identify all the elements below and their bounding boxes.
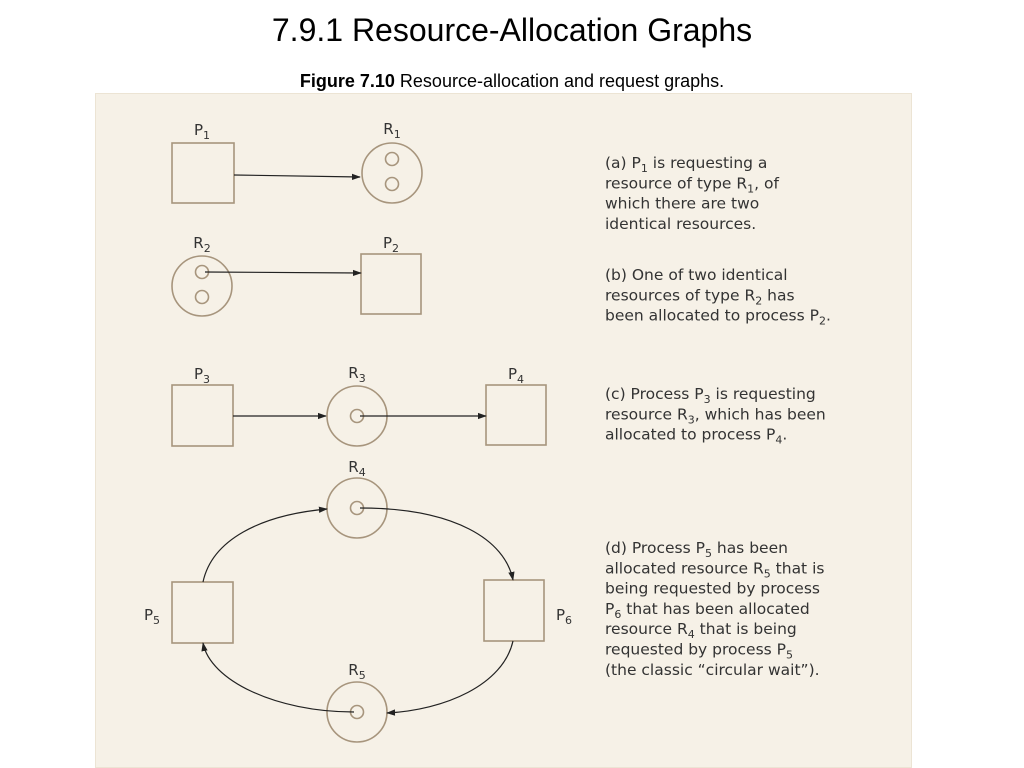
request-edge-p1-r1	[234, 175, 360, 177]
label-p5: $P_5$	[143, 606, 161, 627]
label-r5: $R_5$	[348, 661, 366, 682]
process-node-p4	[486, 385, 546, 445]
resource-instance-r2-2	[196, 291, 209, 304]
description-d	[605, 539, 824, 679]
assignment-edge-r4-p6	[360, 508, 513, 580]
slide-title: 7.9.1 Resource-Allocation Graphs	[271, 12, 753, 48]
description-a	[605, 154, 780, 233]
label-r3: $R_3$	[348, 364, 366, 385]
label-r2: $R_2$	[193, 234, 211, 255]
description-d-line: being requested by process	[605, 579, 820, 598]
process-node-p6	[484, 580, 544, 641]
description-a-line: identical resources.	[605, 214, 757, 233]
description-c-line: (c) Process $P_3$ is requesting	[605, 385, 816, 406]
description-a-line: (a) $P_1$ is requesting a	[605, 154, 768, 175]
label-r1: $R_1$	[383, 120, 401, 141]
figure-number: Figure 7.10	[299, 71, 395, 91]
description-c	[605, 385, 826, 447]
label-r4: $R_4$	[348, 458, 366, 479]
description-b-line: resources of type $R_2$ has	[605, 286, 795, 308]
description-d-line: resource $R_4$ that is being	[605, 620, 797, 642]
description-d-line: requested by process $P_5$	[605, 640, 793, 662]
assignment-edge-r5-p5	[203, 643, 354, 712]
description-a-line: which there are two	[605, 194, 760, 213]
process-node-p5	[172, 582, 233, 643]
request-edge-p6-r5	[387, 641, 513, 713]
description-c-line: allocated to process $P_4$.	[605, 425, 788, 447]
label-p6: $P_6$	[555, 606, 573, 627]
description-b-line: been allocated to process $P_2$.	[605, 306, 831, 328]
figure-caption-text: Resource-allocation and request graphs.	[399, 71, 725, 91]
description-b-line: (b) One of two identical	[605, 266, 788, 284]
process-node-p2	[361, 254, 421, 314]
description-d-line: (d) Process $P_5$ has been	[605, 539, 788, 560]
resource-instance-r1-1	[386, 153, 399, 166]
label-p3: $P_3$	[193, 365, 211, 386]
request-edge-p5-r4	[203, 509, 327, 582]
label-p1: $P_1$	[193, 121, 211, 142]
description-c-line: resource $R_3$, which has been	[605, 405, 826, 427]
description-d-line: $P_6$ that has been allocated	[605, 599, 810, 621]
resource-instance-r1-2	[386, 178, 399, 191]
process-node-p3	[172, 385, 233, 446]
label-p4: $P_4$	[507, 365, 525, 386]
description-a-line: resource of type $R_1$, of	[605, 174, 779, 196]
description-b	[605, 266, 831, 328]
description-d-line: allocated resource $R_5$ that is	[605, 559, 825, 581]
process-node-p1	[172, 143, 234, 203]
description-d-line: (the classic “circular wait”).	[605, 660, 820, 679]
label-p2: $P_2$	[382, 234, 400, 255]
